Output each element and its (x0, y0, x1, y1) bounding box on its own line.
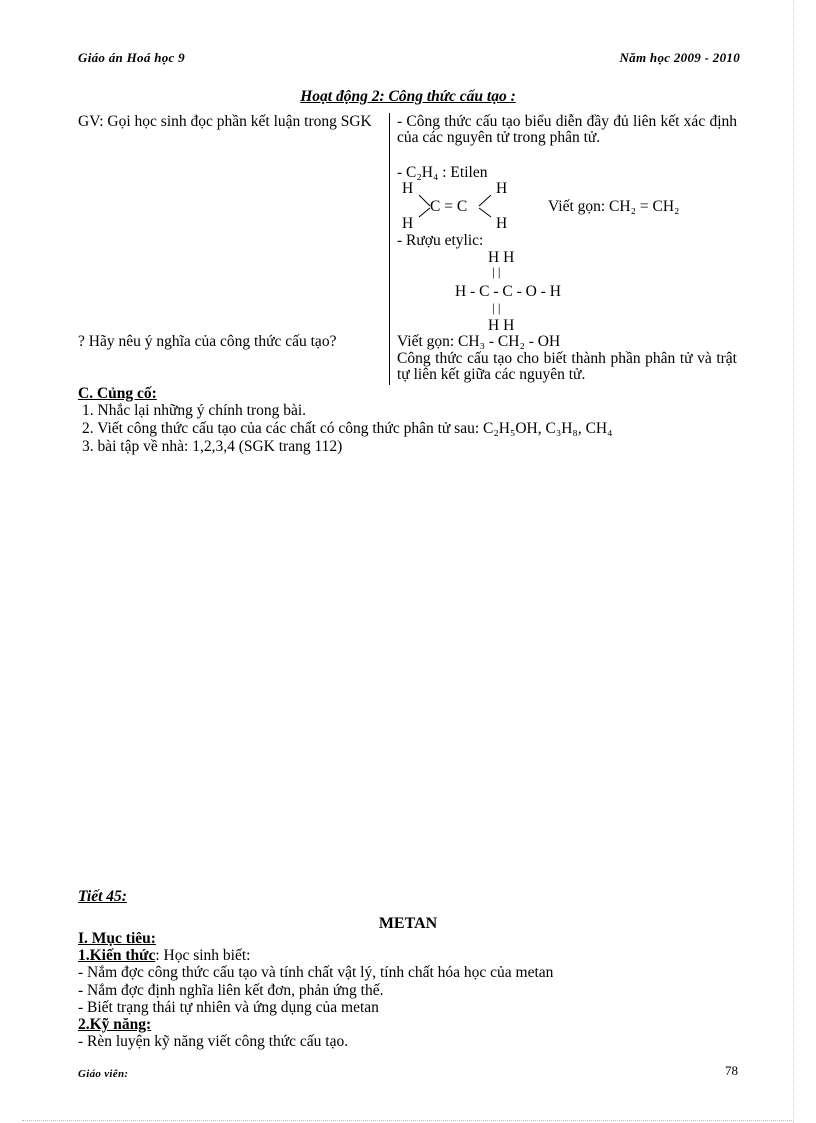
table-divider (389, 113, 390, 385)
skills-item-1: - Rèn luyện kỹ năng viết công thức cấu tạo. (78, 1033, 349, 1050)
teacher-prompt-2: ? Hãy nêu ý nghĩa của công thức cấu tạo? (78, 333, 337, 350)
skills-title: 2.Kỹ năng: (78, 1016, 152, 1033)
ethanol-bond-bottom: | | (492, 300, 501, 315)
ethanol-bond-top: | | (492, 264, 501, 279)
bond-tr (479, 195, 491, 206)
knowledge-item-3: - Biết trạng thái tự nhiên và ứng dụng của metan (78, 999, 379, 1016)
ethylene-h-bottom-right: H (496, 215, 508, 232)
knowledge-intro: : Học sinh biết: (155, 947, 251, 964)
meaning-text: Công thức cấu tạo cho biết thành phần phân tử và trật tự liên kết giữa các nguyên tử. (397, 350, 737, 383)
knowledge-title: 1.Kiến thức (78, 947, 156, 964)
bond-bl (419, 208, 430, 217)
objectives-title: I. Mục tiêu: (78, 930, 156, 947)
knowledge-item-1: - Nắm đợc công thức cấu tạo và tính chất vật lý, tính chất hóa học của metan (78, 964, 554, 981)
definition-text: - Công thức cấu tạo biểu diễn đầy đủ liên kết xác định của các nguyên tử trong phân tử. (397, 113, 737, 146)
knowledge-line (78, 948, 250, 964)
ethylene-h-bottom-left: H (402, 215, 414, 232)
ethylene-core: C = C (430, 198, 468, 215)
ethylene-bonds (397, 181, 547, 233)
review-item-2: 2. Viết công thức cấu tạo của các chất có công thức phân tử sau: C₂H₅OH, C₃H₈, CH₄ (82, 420, 613, 437)
ethylene-h-top-left: H (402, 180, 414, 197)
footer-left: Giáo viên: (78, 1068, 129, 1080)
bottom-dotted-border (22, 1120, 792, 1121)
teacher-prompt-1: GV: Gọi học sinh đọc phần kết luận trong SGK (78, 113, 372, 130)
ethanol-top-h: H H (488, 249, 515, 266)
right-dotted-border (793, 0, 794, 1123)
ethylene-h-top-right: H (496, 180, 508, 197)
activity-title: Hoạt động 2: Công thức cấu tạo : (300, 88, 516, 105)
ethanol-bottom-h: H H (488, 317, 515, 334)
lesson-title: METAN (378, 915, 438, 932)
review-title: C. Củng cố: (78, 385, 157, 402)
ethylene-structure (397, 181, 547, 233)
page-number: 78 (725, 1063, 738, 1078)
ethanol-structure (455, 250, 615, 335)
header-right: Năm học 2009 - 2010 (619, 50, 740, 65)
header-left: Giáo án Hoá học 9 (78, 50, 185, 65)
review-item-3: 3. bài tập về nhà: 1,2,3,4 (SGK trang 112) (82, 438, 343, 455)
knowledge-item-2: - Nắm đợc định nghĩa liên kết đơn, phản ứng thế. (78, 982, 384, 999)
ethylene-label: - C₂H₄ : Etilen (397, 164, 488, 181)
ethanol-middle: H - C - C - O - H (455, 283, 561, 300)
bond-br (479, 208, 491, 217)
review-item-1: 1. Nhắc lại những ý chính trong bài. (82, 402, 307, 419)
ethanol-short: Viết gọn: CH₃ - CH₂ - OH (397, 333, 561, 350)
lesson-period: Tiết 45: (78, 888, 127, 905)
ethylene-short: Viết gọn: CH₂ = CH₂ (548, 198, 680, 215)
ethanol-label: - Rượu etylic: (397, 232, 484, 249)
bond-tl (419, 195, 430, 206)
